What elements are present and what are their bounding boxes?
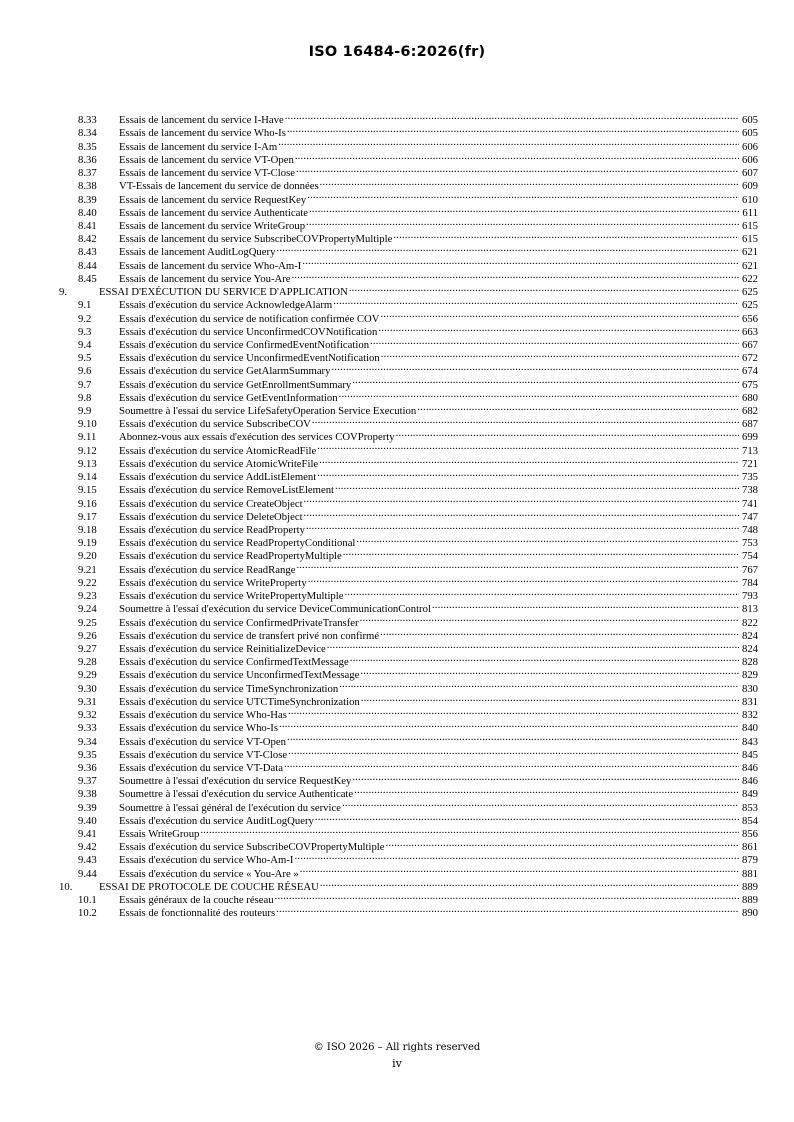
- toc-entry-number: 9.38: [78, 788, 97, 801]
- toc-entry-title: Essais de lancement du service You-Are: [119, 272, 291, 285]
- toc-entry-number: 9.27: [78, 642, 97, 655]
- toc-entry-title: Essais de lancement du service VT-Open: [119, 153, 294, 166]
- toc-entry-title: Essais de lancement du service WriteGroup: [119, 219, 306, 232]
- toc-entry-page: 830: [741, 682, 758, 695]
- toc-entry-number: 9.42: [78, 841, 97, 854]
- toc-dot-leader: [306, 520, 739, 533]
- toc-dot-leader: [306, 216, 739, 229]
- toc-dot-leader: [432, 599, 739, 612]
- toc-dot-leader: [317, 467, 739, 480]
- toc-entry-page: 741: [741, 497, 758, 510]
- toc-dot-leader: [200, 824, 739, 837]
- toc-entry-page: 672: [741, 352, 758, 365]
- toc-entry-title: Soumettre à l'essai général de l'exécution du service: [119, 801, 341, 814]
- toc-entry-title: Essais de lancement AuditLogQuery: [119, 246, 276, 259]
- toc-entry-title: Essais d'exécution du service ReadPropertyMultiple: [119, 550, 342, 563]
- toc-entry-title: Essais d'exécution du service AddListElement: [119, 471, 317, 484]
- toc-entry-page: 606: [741, 153, 758, 166]
- toc-entry-number: 9.19: [78, 537, 97, 550]
- toc-dot-leader: [339, 678, 739, 691]
- toc-entry-title: Essais d'exécution du service de transfert privé non confirmé: [119, 629, 380, 642]
- toc-dot-leader: [317, 440, 739, 453]
- toc-dot-leader: [345, 586, 740, 599]
- toc-entry-number: 9.14: [78, 471, 97, 484]
- toc-entry-title: Essais d'exécution du service VT-Open: [119, 735, 286, 748]
- toc-entry-number: 9.39: [78, 801, 97, 814]
- toc-entry-number: 9.10: [78, 418, 97, 431]
- toc-dot-leader: [380, 308, 739, 321]
- toc-entry-number: 9.1: [78, 299, 92, 312]
- toc-entry-page: 605: [741, 127, 758, 140]
- toc-entry-title: Essais d'exécution du service ReadRange: [119, 563, 296, 576]
- toc-entry-number: 9.13: [78, 457, 97, 470]
- toc-entry-page: 667: [741, 338, 758, 351]
- toc-entry-page: 824: [741, 642, 758, 655]
- toc-entry-title: Essais de lancement du service I-Am: [119, 140, 278, 153]
- toc-dot-leader: [312, 414, 739, 427]
- toc-dot-leader: [288, 705, 739, 718]
- toc-entry-number: 10.2: [78, 907, 97, 920]
- toc-entry-number: 8.33: [78, 114, 97, 127]
- toc-dot-leader: [320, 877, 739, 890]
- toc-entry-title: Soumettre à l'essai d'exécution du service RequestKey: [119, 775, 352, 788]
- toc-entry-page: 663: [741, 325, 758, 338]
- toc-dot-leader: [288, 745, 739, 758]
- toc-entry-page: 753: [741, 537, 758, 550]
- toc-entry-number: 9.31: [78, 695, 97, 708]
- toc-dot-leader: [386, 837, 739, 850]
- toc-entry-page: 754: [741, 550, 758, 563]
- toc-entry-page: 890: [741, 907, 758, 920]
- toc-entry-title: Essais généraux de la couche réseau: [119, 894, 274, 907]
- toc-entry-page: 747: [741, 510, 758, 523]
- toc-entry-page: 784: [741, 576, 758, 589]
- toc-entry-number: 8.36: [78, 153, 97, 166]
- toc-dot-leader: [352, 771, 739, 784]
- toc-entry-title: Essais de lancement du service Authenticate: [119, 206, 309, 219]
- toc-entry-page: 615: [741, 233, 758, 246]
- toc-entry-number: 9.40: [78, 814, 97, 827]
- toc-dot-leader: [300, 863, 739, 876]
- toc-entry-page: 889: [741, 880, 758, 893]
- toc-dot-leader: [356, 533, 739, 546]
- toc-entry-page: 625: [741, 299, 758, 312]
- toc-entry-number: 9.7: [78, 378, 92, 391]
- toc-dot-leader: [287, 731, 739, 744]
- toc-dot-leader: [315, 811, 739, 824]
- toc-entry-title: Essais d'exécution du service AuditLogQuery: [119, 814, 314, 827]
- toc-entry-title: Essais d'exécution du service UnconfirmedCOVNotification: [119, 325, 378, 338]
- toc-entry-page: 611: [742, 206, 758, 219]
- toc-entry-page: 609: [741, 180, 758, 193]
- toc-dot-leader: [349, 282, 739, 295]
- toc-entry-title: Essais d'exécution du service GetAlarmSummary: [119, 365, 331, 378]
- toc-entry-title: Essais d'exécution du service VT-Data: [119, 761, 283, 774]
- toc-entry-page: 854: [741, 814, 758, 827]
- toc-dot-leader: [294, 850, 739, 863]
- toc-dot-leader: [393, 229, 739, 242]
- toc-entry-number: 10.: [59, 880, 73, 893]
- toc-dot-leader: [350, 652, 739, 665]
- toc-entry-title: Essais d'exécution du service ConfirmedPrivateTransfer: [119, 616, 359, 629]
- toc-entry-page: 767: [741, 563, 758, 576]
- toc-entry-page: 713: [741, 444, 758, 457]
- toc-dot-leader: [378, 322, 739, 335]
- toc-entry-number: 9.11: [78, 431, 97, 444]
- toc-entry-title: Essais d'exécution du service SubscribeCOVPropertyMultiple: [119, 841, 385, 854]
- toc-dot-leader: [320, 176, 739, 189]
- toc-entry-page: 829: [741, 669, 758, 682]
- toc-entry-title: Essais d'exécution du service TimeSynchronization: [119, 682, 339, 695]
- toc-dot-leader: [370, 335, 739, 348]
- toc-entry-number: 9.2: [78, 312, 92, 325]
- toc-dot-leader: [333, 295, 739, 308]
- toc-entry-page: 889: [741, 894, 758, 907]
- toc-entry-page: 687: [741, 418, 758, 431]
- toc-dot-leader: [307, 189, 739, 202]
- toc-dot-leader: [276, 242, 739, 255]
- toc-dot-leader: [284, 758, 739, 771]
- toc-entry-page: 849: [741, 788, 758, 801]
- toc-entry-number: 9.15: [78, 484, 97, 497]
- toc-dot-leader: [302, 255, 739, 268]
- toc-entry-title: Essais d'exécution du service AcknowledgeAlarm: [119, 299, 333, 312]
- toc-dot-leader: [308, 573, 739, 586]
- toc-entry-title: ESSAI DE PROTOCOLE DE COUCHE RÉSEAU: [99, 880, 319, 893]
- toc-entry-title: Essais de lancement du service SubscribeCOVPropertyMultiple: [119, 233, 393, 246]
- toc-entry-page: 846: [741, 761, 758, 774]
- toc-entry-title: Essais d'exécution du service CreateObject: [119, 497, 303, 510]
- toc-entry-title: Essais de lancement du service Who-Am-I: [119, 259, 302, 272]
- toc-entry-title: Essais d'exécution du service ConfirmedTextMessage: [119, 656, 349, 669]
- toc-entry-title: Essais de lancement du service RequestKey: [119, 193, 307, 206]
- toc-entry-title: Essais d'exécution du service ReadProperty: [119, 524, 305, 536]
- toc-entry-number: 9.37: [78, 775, 97, 788]
- toc-entry-page: 879: [741, 854, 758, 867]
- toc-entry-title: Essais d'exécution du service Who-Has: [119, 709, 287, 722]
- toc-entry-number: 9.21: [78, 563, 97, 576]
- toc-dot-leader: [380, 626, 739, 639]
- toc-entry-page: 793: [741, 590, 758, 603]
- toc-entry-page: 822: [741, 616, 758, 629]
- toc-entry[interactable]: [78, 110, 758, 127]
- toc-entry-number: 9.29: [78, 669, 97, 682]
- toc-entry-title: Essais d'exécution du service « You-Are »: [119, 867, 299, 880]
- toc-entry-page: 845: [741, 748, 758, 761]
- toc-entry-page: 853: [741, 801, 758, 814]
- toc-entry-page: 621: [741, 246, 758, 259]
- toc-entry-number: 9.28: [78, 656, 97, 669]
- toc-entry-number: 9.35: [78, 748, 97, 761]
- toc-entry-page: 699: [741, 431, 758, 444]
- toc-entry-title: Essais d'exécution du service GetEventInformation: [119, 391, 338, 404]
- toc-dot-leader: [361, 692, 739, 705]
- toc-entry-number: 9.4: [78, 338, 92, 351]
- toc-entry-page: 607: [741, 167, 758, 180]
- toc-entry-page: 625: [741, 286, 758, 299]
- toc-entry-title: VT-Essais de lancement du service de données: [119, 180, 319, 193]
- toc-entry-number: 8.38: [78, 180, 97, 193]
- toc-dot-leader: [279, 718, 739, 731]
- toc-entry-page: 622: [741, 272, 758, 285]
- toc-entry-number: 8.43: [78, 246, 97, 259]
- toc-entry-number: 8.39: [78, 193, 97, 206]
- toc-entry-number: 9.26: [78, 629, 97, 642]
- copyright-notice: © ISO 2026 – All rights reserved: [313, 1042, 481, 1053]
- toc-entry-page: 813: [741, 603, 758, 616]
- toc-entry-title: Soumettre à l'essai du service LifeSafetyOperation Service Execution: [119, 405, 417, 418]
- toc-entry-title: ESSAI D'EXÉCUTION DU SERVICE D'APPLICATION: [99, 286, 348, 299]
- toc-entry-title: Essais de lancement du service Who-Is: [119, 127, 286, 140]
- toc-entry-title: Essais d'exécution du service ConfirmedEventNotification: [119, 338, 370, 351]
- toc-entry-number: 8.37: [78, 167, 97, 180]
- toc-entry-title: Essais d'exécution du service SubscribeCOV: [119, 418, 311, 431]
- toc-entry-page: 605: [741, 114, 758, 127]
- toc-dot-leader: [327, 639, 739, 652]
- toc-entry-page: 680: [741, 391, 758, 404]
- toc-entry-number: 9.5: [78, 352, 92, 365]
- toc-dot-leader: [275, 890, 739, 903]
- toc-entry-title: Soumettre à l'essai d'exécution du service DeviceCommunicationControl: [119, 603, 431, 616]
- toc-entry-title: Essais WriteGroup: [119, 828, 200, 841]
- toc-entry-title: Essais d'exécution du service UTCTimeSynchronization: [119, 695, 360, 708]
- toc-entry-page: 721: [741, 457, 758, 470]
- toc-entry-title: Essais d'exécution du service GetEnrollmentSummary: [119, 378, 352, 391]
- toc-entry-page: 831: [741, 695, 758, 708]
- toc-entry-number: 8.40: [78, 206, 97, 219]
- toc-entry-number: 9.24: [78, 603, 97, 616]
- toc-entry-title: Essais de lancement du service VT-Close: [119, 167, 296, 180]
- toc-entry-number: 10.1: [78, 894, 97, 907]
- toc-entry-page: 861: [741, 841, 758, 854]
- toc-dot-leader: [352, 374, 739, 387]
- toc-entry-number: 9.44: [78, 867, 97, 880]
- toc-entry-number: 8.44: [78, 259, 97, 272]
- toc-entry-title: Essais d'exécution du service UnconfirmedEventNotification: [119, 352, 380, 365]
- toc-entry-page: 846: [741, 775, 758, 788]
- toc-entry-page: 606: [741, 140, 758, 153]
- toc-entry-title: Essais d'exécution du service ReadPropertyConditional: [119, 537, 356, 550]
- toc-entry-number: 9.25: [78, 616, 97, 629]
- toc-dot-leader: [354, 784, 739, 797]
- toc-entry-number: 9.34: [78, 735, 97, 748]
- toc-entry-number: 9.16: [78, 497, 97, 510]
- toc-entry-title: Essais d'exécution du service de notification confirmée COV: [119, 312, 380, 325]
- toc-dot-leader: [342, 797, 739, 810]
- toc-dot-leader: [276, 903, 739, 916]
- toc-entry-page: 675: [741, 378, 758, 391]
- toc-entry-page: 615: [741, 219, 758, 232]
- toc-dot-leader: [335, 480, 739, 493]
- toc-entry-number: 9.3: [78, 325, 92, 338]
- toc-entry-number: 8.41: [78, 219, 97, 232]
- toc-entry-number: 9.8: [78, 391, 92, 404]
- toc-entry-number: 9.9: [78, 405, 92, 418]
- toc-dot-leader: [360, 612, 739, 625]
- toc-entry-title: Essais d'exécution du service ReinitializeDevice: [119, 642, 326, 655]
- toc-entry-number: 9.: [59, 286, 68, 299]
- toc-entry-number: 9.30: [78, 682, 97, 695]
- toc-entry-number: 9.17: [78, 510, 97, 523]
- toc-entry-title: Essais de fonctionnalité des routeurs: [119, 907, 276, 920]
- toc-entry-page: 832: [741, 709, 758, 722]
- toc-entry-page: 824: [741, 629, 758, 642]
- toc-entry-page: 621: [741, 259, 758, 272]
- toc-entry-page: 682: [741, 405, 758, 418]
- toc-dot-leader: [417, 401, 739, 414]
- toc-entry-number: 9.18: [78, 524, 97, 536]
- table-of-contents: [59, 110, 758, 920]
- toc-entry-title: Essais d'exécution du service WriteProperty: [119, 576, 307, 589]
- toc-entry-title: Abonnez-vous aux essais d'exécution des services COVProperty: [119, 431, 395, 444]
- toc-entry-page: 656: [741, 312, 758, 325]
- toc-entry-number: 8.42: [78, 233, 97, 246]
- toc-entry-title: Essais d'exécution du service VT-Close: [119, 748, 288, 761]
- toc-dot-leader: [285, 110, 739, 123]
- toc-entry-number: 9.36: [78, 761, 97, 774]
- page-number: iv: [392, 1057, 402, 1070]
- toc-dot-leader: [381, 348, 739, 361]
- toc-dot-leader: [278, 136, 739, 149]
- toc-entry-number: 9.43: [78, 854, 97, 867]
- toc-entry-title: Essais d'exécution du service Who-Am-I: [119, 854, 294, 867]
- toc-entry-title: Essais d'exécution du service AtomicWriteFile: [119, 457, 319, 470]
- toc-dot-leader: [309, 203, 739, 216]
- toc-dot-leader: [339, 388, 739, 401]
- toc-entry-number: 9.33: [78, 722, 97, 735]
- toc-entry-title: Essais de lancement du service I-Have: [119, 114, 284, 127]
- toc-entry-number: 9.32: [78, 709, 97, 722]
- toc-entry-number: 9.23: [78, 590, 97, 603]
- toc-entry-number: 9.41: [78, 828, 97, 841]
- toc-entry-page: 738: [741, 484, 758, 497]
- toc-entry-title: Essais d'exécution du service RemoveListElement: [119, 484, 335, 497]
- toc-entry-number: 8.35: [78, 140, 97, 153]
- toc-entry-page: 735: [741, 471, 758, 484]
- toc-dot-leader: [304, 507, 739, 520]
- toc-entry-number: 9.6: [78, 365, 92, 378]
- toc-dot-leader: [360, 665, 739, 678]
- toc-entry-page: 828: [741, 656, 758, 669]
- toc-entry-title: Essais d'exécution du service UnconfirmedTextMessage: [119, 669, 360, 682]
- toc-entry-title: Soumettre à l'essai d'exécution du service Authenticate: [119, 788, 354, 801]
- toc-entry-title: Essais d'exécution du service DeleteObject: [119, 510, 303, 523]
- toc-dot-leader: [287, 123, 739, 136]
- toc-entry-number: 8.34: [78, 127, 97, 140]
- document-header: ISO 16484-6:2026(fr): [308, 44, 486, 60]
- toc-entry-title: Essais d'exécution du service Who-Is: [119, 722, 279, 735]
- toc-dot-leader: [296, 559, 739, 572]
- toc-entry-page: 610: [741, 193, 758, 206]
- toc-dot-leader: [319, 454, 739, 467]
- toc-dot-leader: [292, 269, 739, 282]
- toc-dot-leader: [343, 546, 739, 559]
- toc-dot-leader: [296, 163, 739, 176]
- toc-entry-title: Essais d'exécution du service AtomicReadFile: [119, 444, 317, 457]
- toc-entry-number: 9.12: [78, 444, 97, 457]
- toc-dot-leader: [295, 150, 739, 163]
- toc-entry-page: 840: [741, 722, 758, 735]
- toc-entry-page: 843: [741, 735, 758, 748]
- toc-dot-leader: [331, 361, 739, 374]
- toc-entry-number: 9.22: [78, 576, 97, 589]
- toc-entry-page: 881: [741, 867, 758, 880]
- toc-entry-title: Essais d'exécution du service WritePropertyMultiple: [119, 590, 344, 603]
- toc-entry-number: 8.45: [78, 272, 97, 285]
- toc-entry-number: 9.20: [78, 550, 97, 563]
- toc-entry-page: 748: [741, 524, 758, 536]
- toc-entry-page: 674: [741, 365, 758, 378]
- toc-dot-leader: [304, 493, 739, 506]
- toc-entry-page: 856: [741, 828, 758, 841]
- toc-dot-leader: [396, 427, 739, 440]
